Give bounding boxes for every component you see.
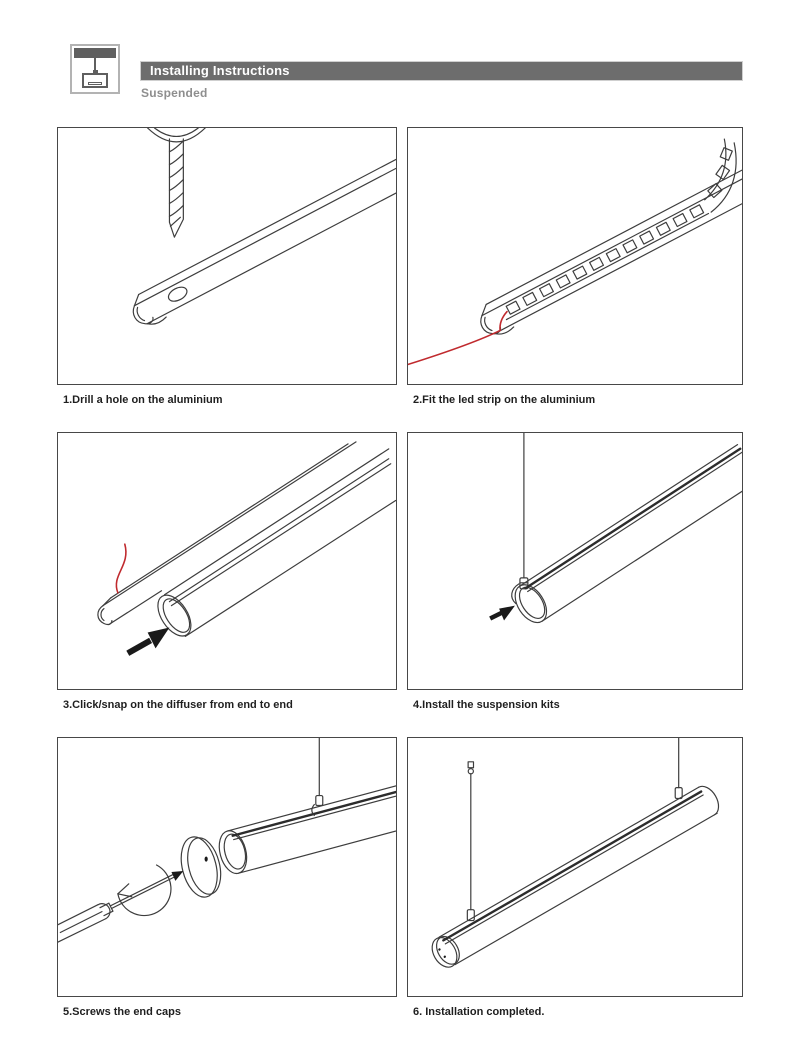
step-1: [57, 127, 397, 417]
step-3-panel: [57, 432, 397, 690]
figure-install-suspension: [408, 433, 742, 689]
step-6-panel: [407, 737, 743, 997]
step-2: [407, 127, 743, 417]
icon-ceiling-bar: [74, 48, 116, 58]
step-4: [407, 432, 743, 722]
figure-snap-diffuser: [58, 433, 396, 689]
subtitle: Suspended: [141, 86, 208, 100]
step-3-caption: 3.Click/snap on the diffuser from end to end: [63, 699, 293, 711]
aluminium-profile: [126, 152, 396, 331]
ceiling-anchor: [468, 762, 473, 768]
step-4-caption: 4.Install the suspension kits: [413, 699, 560, 711]
red-wire: [408, 330, 500, 365]
figure-screw-end-caps: [58, 738, 396, 996]
aluminium-profile: [98, 442, 356, 625]
direction-arrow-icon: [490, 606, 515, 621]
figure-drill-hole-on-aluminium: [58, 128, 396, 384]
aluminium-profile: [457, 128, 742, 341]
rotation-arrow-icon: [118, 865, 171, 916]
end-cap: [175, 833, 226, 901]
direction-arrow-icon: [128, 627, 170, 653]
step-4-panel: [407, 432, 743, 690]
step-1-panel: [57, 127, 397, 385]
icon-lamp-lip: [88, 82, 102, 85]
banner-title: Installing Instructions: [150, 63, 290, 78]
red-wire: [116, 544, 126, 593]
suspended-luminaire: [427, 782, 723, 971]
section-banner: [140, 61, 743, 81]
step-6-caption: 6. Installation completed.: [413, 1006, 545, 1018]
step-5-panel: [57, 737, 397, 997]
suspended-tube: [215, 784, 396, 877]
drill-bit-icon: [148, 128, 206, 237]
icon-lamp-body: [82, 73, 108, 88]
suspension-kit-left: [467, 762, 474, 921]
suspension-kit-right: [675, 738, 682, 799]
step-5: [57, 737, 397, 1029]
step-3: [57, 432, 397, 722]
figure-fit-led-strip: [408, 128, 742, 384]
step-1-caption: 1.Drill a hole on the aluminium: [63, 394, 223, 406]
led-strip: [479, 136, 742, 320]
step-6: [407, 737, 743, 1029]
tip-arrow-icon: [171, 871, 183, 881]
suspended-tube: [509, 442, 742, 628]
step-5-caption: 5.Screws the end caps: [63, 1006, 181, 1018]
step-2-panel: [407, 127, 743, 385]
step-2-caption: 2.Fit the led strip on the aluminium: [413, 394, 596, 406]
figure-installation-completed: [408, 738, 742, 996]
suspended-fixture-icon: [70, 44, 120, 94]
diffuser-tube: [151, 449, 396, 642]
